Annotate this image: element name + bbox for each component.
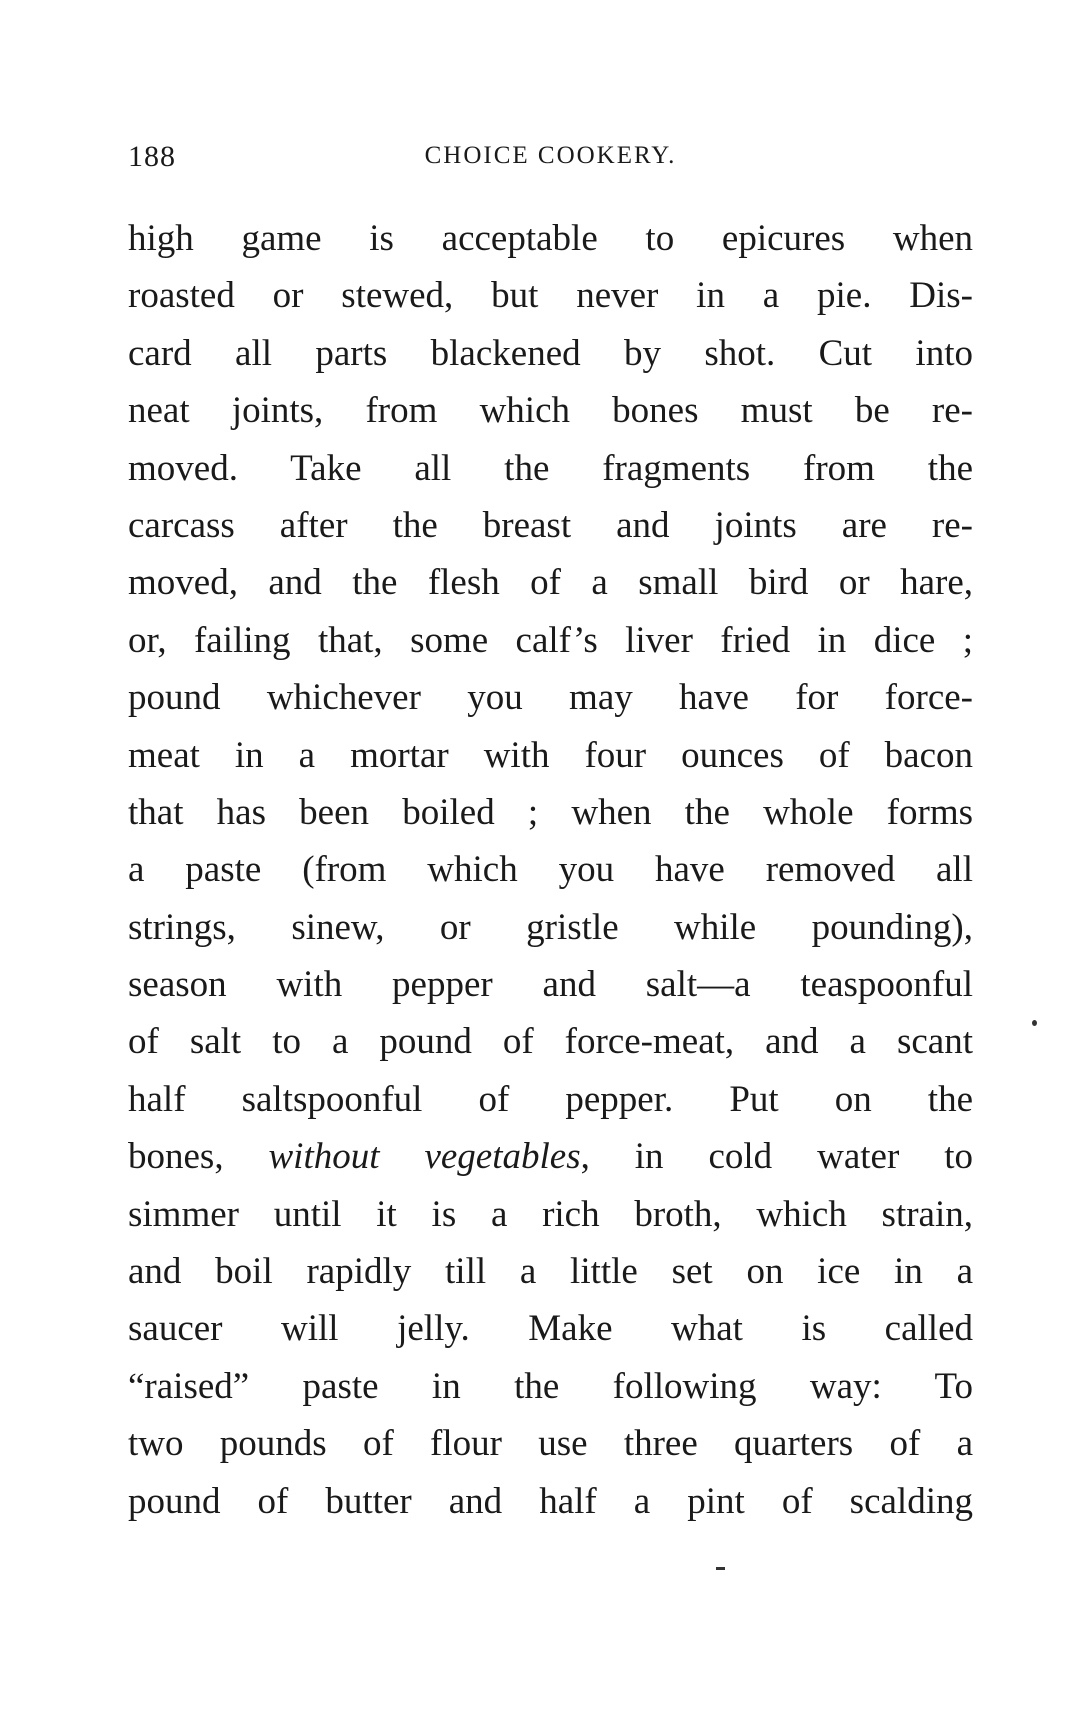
text-line-14: season with pepper and salt—a teaspoonful	[128, 964, 973, 1006]
text-line-2: roasted or stewed, but never in a pie. Dis-	[128, 275, 973, 317]
text-line-17	[128, 1128, 973, 1185]
text-line-13: strings, sinew, or gristle while pounding),	[128, 906, 973, 948]
ink-speck	[716, 1567, 725, 1570]
text-line-11: that has been boiled ; when the whole forms	[128, 791, 973, 833]
text-line-17-post: , in cold water to	[580, 1136, 973, 1178]
text-line-21: “raised” paste in the following way: To	[128, 1365, 973, 1407]
text-line-18: simmer until it is a rich broth, which strain,	[128, 1193, 973, 1235]
running-title: CHOICE COOKERY.	[424, 142, 677, 169]
text-line-6: carcass after the breast and joints are re-	[128, 504, 973, 546]
text-line-16: half saltspoonful of pepper. Put on the	[128, 1078, 973, 1120]
italic-phrase: without vegetables	[268, 1136, 581, 1178]
body-text	[128, 210, 973, 1530]
text-line-23: pound of butter and half a pint of scalding	[128, 1480, 973, 1522]
running-head	[128, 140, 973, 180]
text-line-12: a paste (from which you have removed all	[128, 849, 973, 891]
text-line-17-pre: bones,	[128, 1136, 269, 1178]
ink-speck	[1032, 1020, 1037, 1026]
text-line-8: or, failing that, some calf’s liver fried in dice ;	[128, 619, 973, 661]
text-line-7: moved, and the flesh of a small bird or hare,	[128, 562, 973, 604]
text-line-9: pound whichever you may have for force-	[128, 677, 973, 719]
text-line-1: high game is acceptable to epicures when	[128, 218, 973, 259]
text-line-20: saucer will jelly. Make what is called	[128, 1308, 973, 1350]
text-line-3: card all parts blackened by shot. Cut into	[128, 332, 973, 374]
text-line-10: meat in a mortar with four ounces of bacon	[128, 734, 973, 776]
text-line-4: neat joints, from which bones must be re-	[128, 390, 973, 432]
text-line-5: moved. Take all the fragments from the	[128, 447, 973, 489]
text-line-19: and boil rapidly till a little set on ice in a	[128, 1251, 973, 1293]
text-line-15: of salt to a pound of force-meat, and a scant	[128, 1021, 973, 1063]
page-number: 188	[128, 140, 176, 173]
text-line-22: two pounds of flour use three quarters of a	[128, 1423, 973, 1465]
